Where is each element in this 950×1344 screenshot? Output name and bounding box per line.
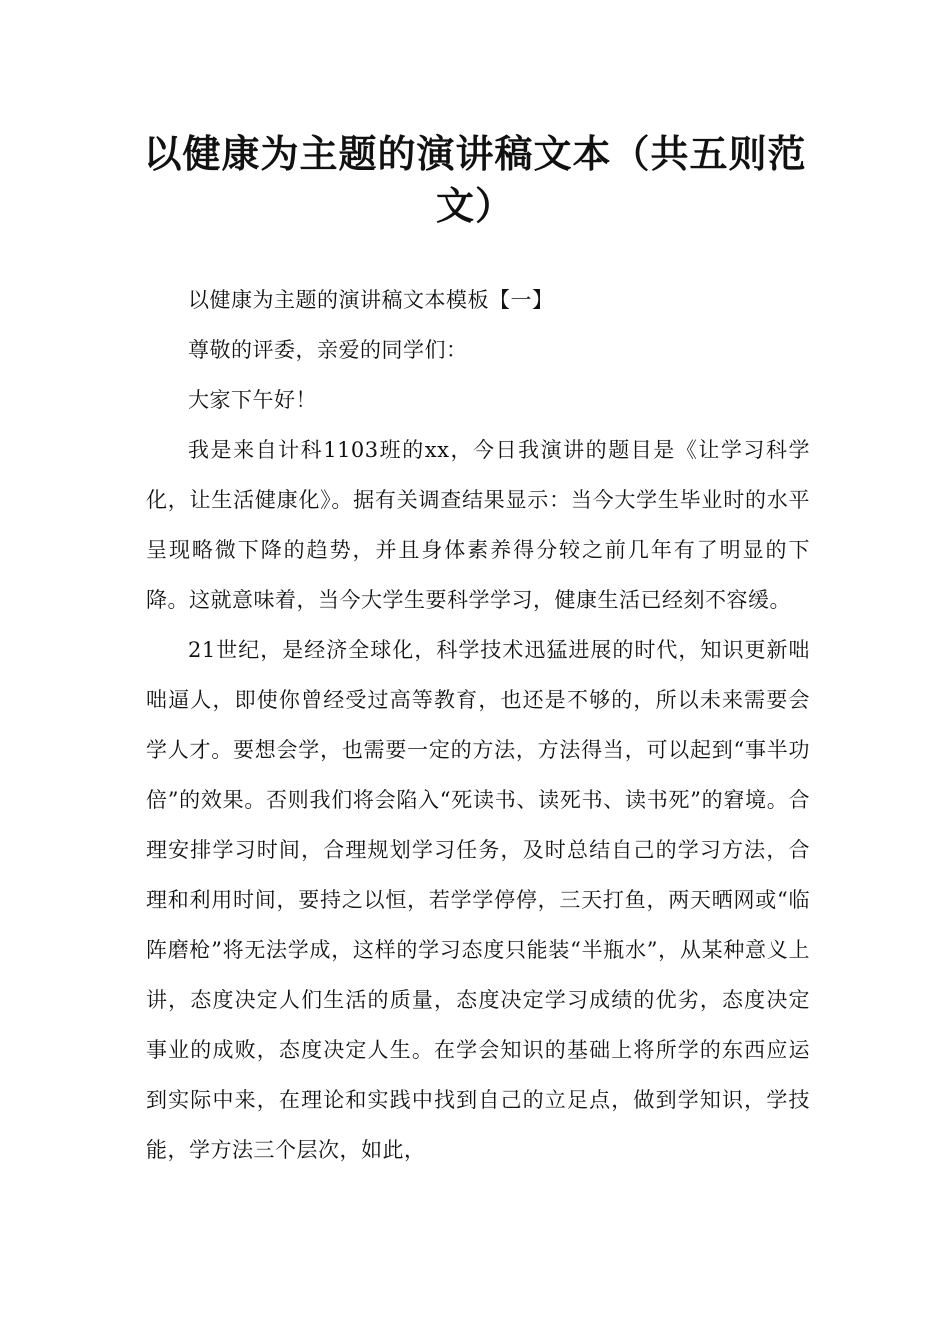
paragraph-greeting: 大家下午好！ (188, 388, 317, 412)
paragraph-introduction: 我是来自计科1103班的xx，今日我演讲的题目是《让学习科学化，让生活健康化》。据有关调查结果显示：当今大学生毕业时的水平呈现略微下降的趋势，并且身体素养得分较之前几年有了明显的下降。这就意味着，当今大学生要科学学习，健康生活已经刻不容缓。 (146, 438, 810, 612)
paragraph-salutation: 尊敬的评委，亲爱的同学们： (188, 338, 468, 362)
paragraph-body: 21世纪，是经济全球化，科学技术迅猛进展的时代，知识更新咄咄逼人，即使你曾经受过高等教育，也还是不够的，所以未来需要会学人才。要想会学，也需要一定的方法，方法得当，可以起到“事半功倍”的效果。否则我们将会陷入“死读书、读死书、读书死”的窘境。合理安排学习时间，合理规划学习任务，及时总结自己的学习方法，合理和利用时间，要持之以恒，若学学停停，三天打鱼，两天晒网或“临阵磨枪”将无法学成，这样的学习态度只能装“半瓶水”，从某种意义上讲，态度决定人们生活的质量，态度决定学习成绩的优劣，态度决定事业的成败，态度决定人生。在学会知识的基础上将所学的东西应运到实际中来，在理论和实践中找到自己的立足点，做到学知识，学技能，学方法三个层次，如此， (146, 638, 810, 1162)
document-title: 以健康为主题的演讲稿文本（共五则范文） (143, 132, 807, 228)
paragraph-section-heading: 以健康为主题的演讲稿文本模板【一】 (188, 288, 554, 312)
document-body (146, 275, 810, 1175)
